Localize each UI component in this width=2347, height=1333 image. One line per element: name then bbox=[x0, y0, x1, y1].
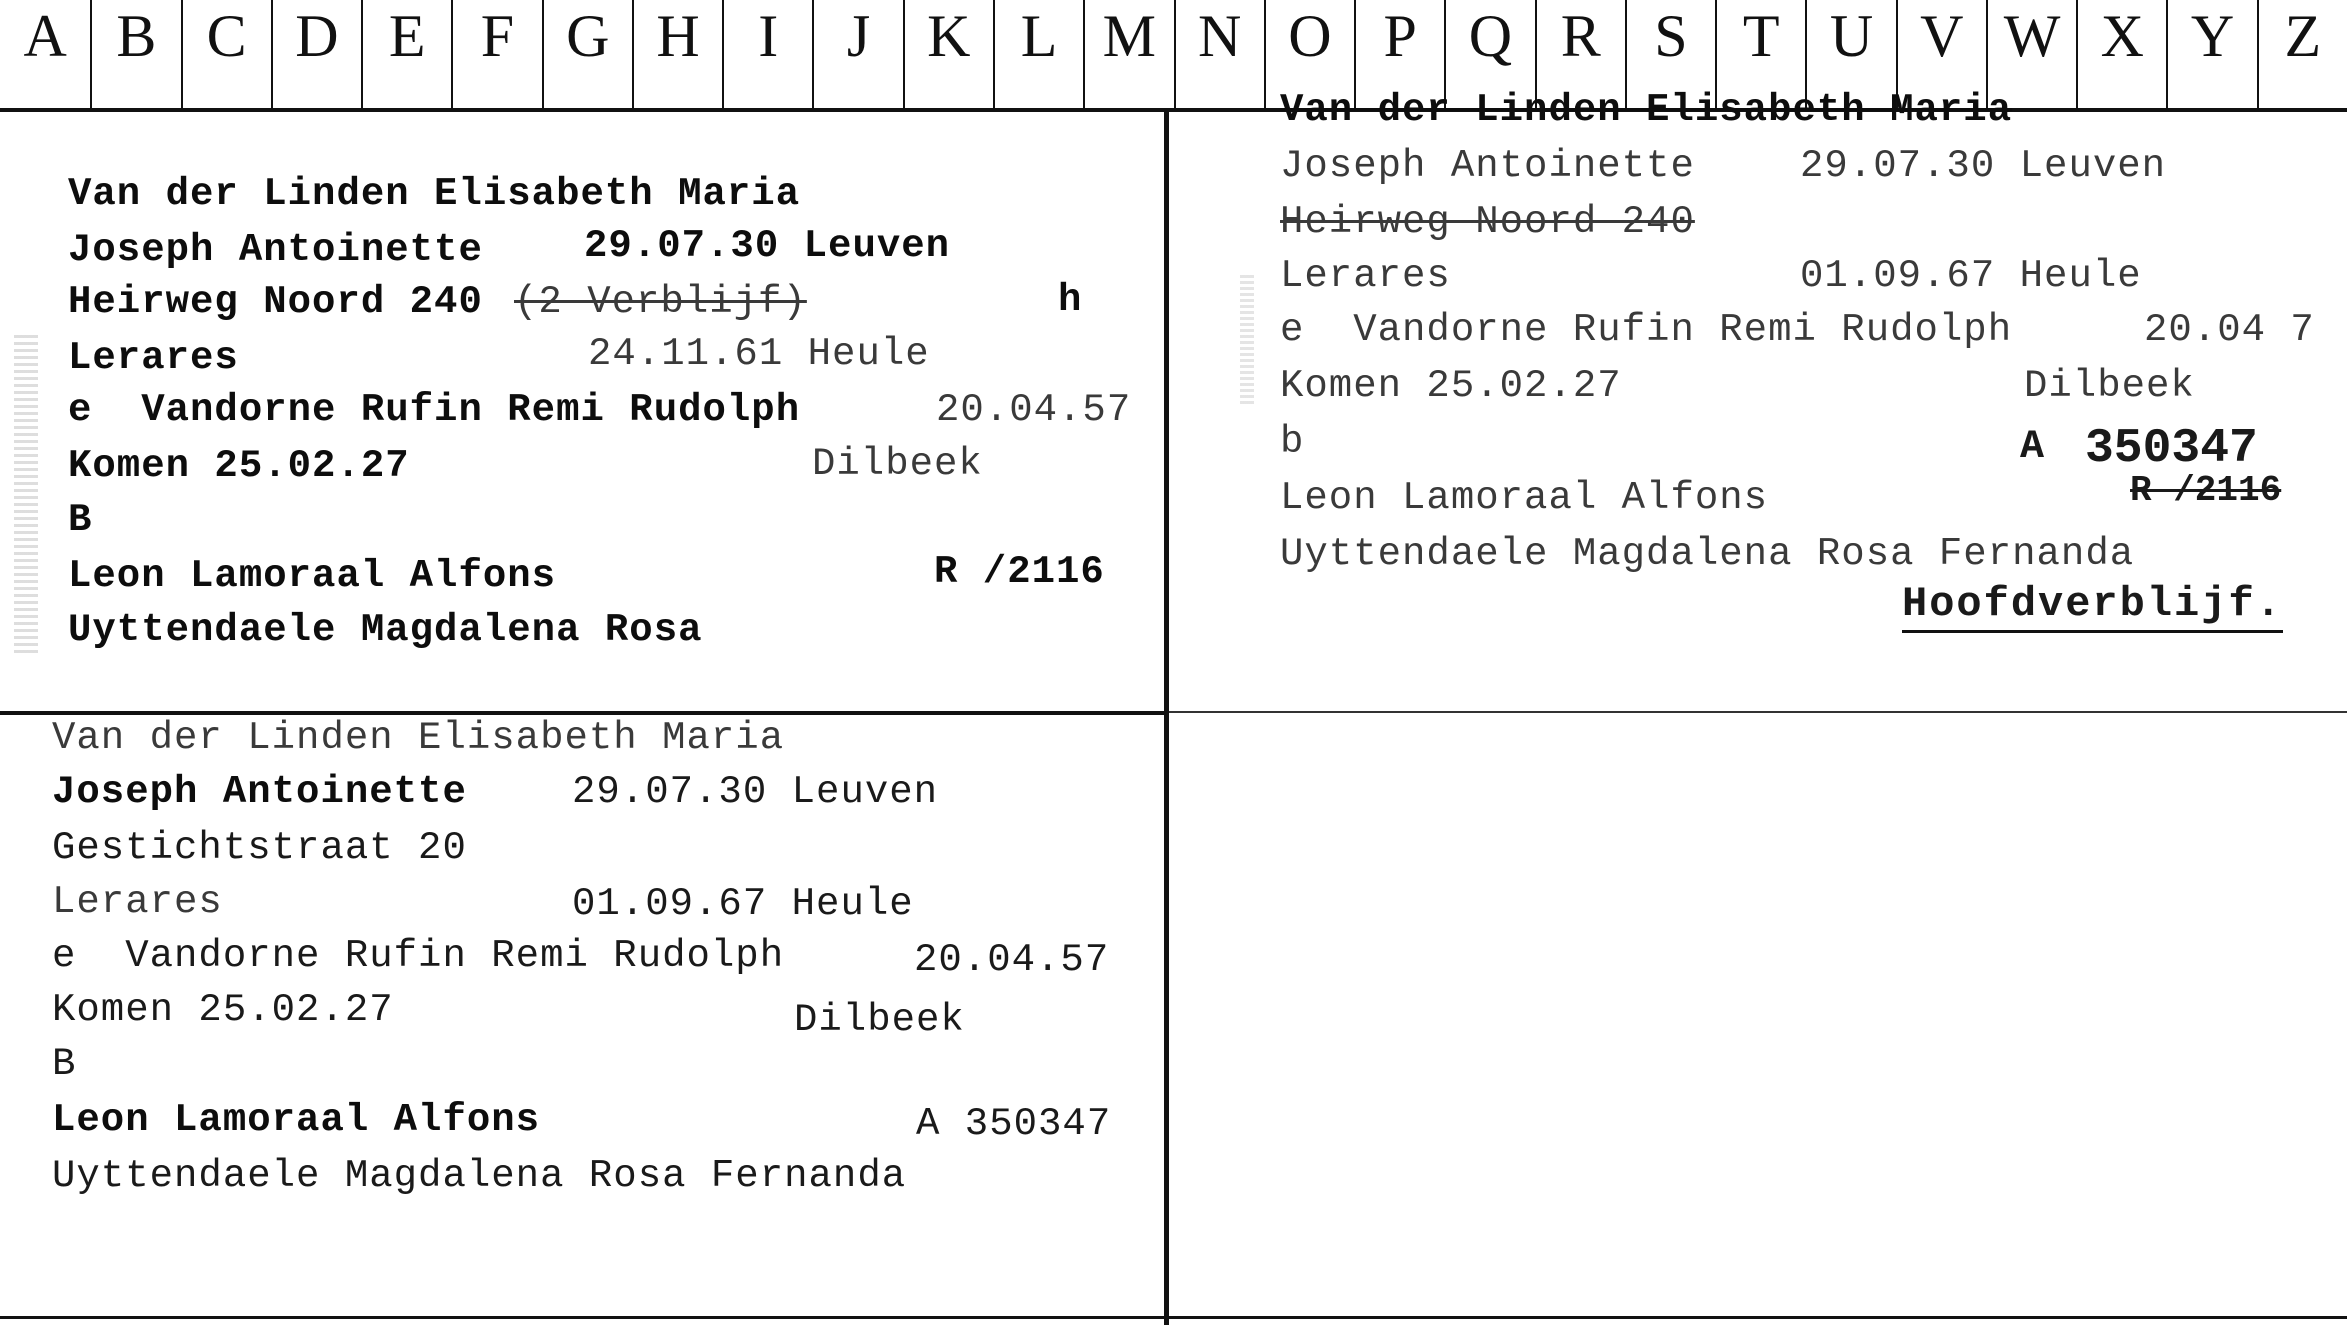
number-prefix: A bbox=[2020, 425, 2045, 470]
code-letter: b bbox=[1280, 420, 1305, 464]
code-letter: B bbox=[68, 498, 93, 542]
father: Leon Lamoraal Alfons bbox=[52, 1098, 541, 1142]
father: Leon Lamoraal Alfons bbox=[68, 554, 557, 598]
index-letter-j: J bbox=[812, 0, 902, 108]
index-letter-x: X bbox=[2076, 0, 2166, 108]
occupation: Lerares bbox=[68, 336, 239, 380]
index-letter-c: C bbox=[181, 0, 271, 108]
address-note-struck: (2 Verblijf) bbox=[514, 280, 807, 324]
index-letter-s: S bbox=[1625, 0, 1715, 108]
index-letter-i: I bbox=[722, 0, 812, 108]
index-letter-r: R bbox=[1535, 0, 1625, 108]
address: Heirweg Noord 240 bbox=[68, 280, 483, 324]
index-letter-a: A bbox=[23, 3, 67, 69]
mother: Uyttendaele Magdalena Rosa Fernanda bbox=[52, 1154, 907, 1198]
birth-date-place: 29.07.30 Leuven bbox=[1800, 144, 2167, 188]
index-letter-b: B bbox=[90, 0, 180, 108]
code-letter: B bbox=[52, 1042, 77, 1086]
spouse-date: 20.04 7 bbox=[2144, 308, 2315, 352]
first-names: Joseph Antoinette bbox=[68, 228, 483, 272]
index-letter-f: F bbox=[451, 0, 541, 108]
birth-date-place: 29.07.30 Leuven bbox=[572, 770, 939, 814]
index-letter-w: W bbox=[1986, 0, 2076, 108]
spouse-place: Dilbeek bbox=[794, 998, 965, 1042]
margin-stain bbox=[14, 335, 38, 655]
mother: Uyttendaele Magdalena Rosa Fernanda bbox=[1280, 532, 2135, 576]
spouse-birth: Komen 25.02.27 bbox=[68, 444, 410, 488]
residence-status: Hoofdverblijf. bbox=[1902, 580, 2283, 633]
spouse-place: Dilbeek bbox=[2024, 364, 2195, 408]
father: Leon Lamoraal Alfons bbox=[1280, 476, 1769, 520]
index-letter-v: V bbox=[1896, 0, 1986, 108]
index-letter-t: T bbox=[1715, 0, 1805, 108]
first-names: Joseph Antoinette bbox=[52, 770, 467, 814]
page-bottom-line bbox=[0, 1316, 2347, 1319]
address-struck: Heirweg Noord 240 bbox=[1280, 200, 1695, 244]
first-names: Joseph Antoinette bbox=[1280, 144, 1695, 188]
occupation-date-place: 24.11.61 Heule bbox=[588, 332, 930, 376]
card-divider-vertical bbox=[1164, 110, 1169, 1325]
marker-letter: h bbox=[1058, 278, 1083, 322]
occupation: Lerares bbox=[1280, 254, 1451, 298]
name-line: Van der Linden Elisabeth Maria bbox=[52, 716, 785, 760]
index-letter-h: H bbox=[632, 0, 722, 108]
card-divider-horizontal-left bbox=[0, 711, 1164, 715]
name-line-struck: Van der Linden Elisabeth Maria bbox=[1280, 88, 2013, 132]
mother: Uyttendaele Magdalena Rosa bbox=[68, 608, 703, 652]
spouse: e Vandorne Rufin Remi Rudolph bbox=[52, 934, 785, 978]
spouse-birth: Komen 25.02.27 bbox=[1280, 364, 1622, 408]
card-divider-horizontal-right bbox=[1169, 711, 2347, 713]
index-letter-e: E bbox=[361, 0, 451, 108]
index-letter-n: N bbox=[1174, 0, 1264, 108]
occupation: Lerares bbox=[52, 880, 223, 924]
index-letter-u: U bbox=[1805, 0, 1895, 108]
spouse: e Vandorne Rufin Remi Rudolph bbox=[1280, 308, 2013, 352]
spouse-date: 20.04.57 bbox=[914, 938, 1110, 982]
spouse: e Vandorne Rufin Remi Rudolph bbox=[68, 388, 801, 432]
index-letter-m: M bbox=[1083, 0, 1173, 108]
name-line: Van der Linden Elisabeth Maria bbox=[68, 172, 801, 216]
occupation-date-place: 01.09.67 Heule bbox=[1800, 254, 2142, 298]
index-letter-g: G bbox=[542, 0, 632, 108]
reference-number: R /2116 bbox=[934, 550, 1105, 594]
occupation-date-place: 01.09.67 Heule bbox=[572, 882, 914, 926]
margin-stain bbox=[1240, 275, 1254, 405]
birth-date-place: 29.07.30 Leuven bbox=[584, 224, 951, 268]
spouse-place: Dilbeek bbox=[812, 442, 983, 486]
spouse-date: 20.04.57 bbox=[936, 388, 1132, 432]
reference-number: A 350347 bbox=[916, 1102, 1112, 1146]
index-letter-o: O bbox=[1264, 0, 1354, 108]
index-letter-z: Z bbox=[2257, 0, 2347, 108]
spouse-birth: Komen 25.02.27 bbox=[52, 988, 394, 1032]
index-letter-l: L bbox=[993, 0, 1083, 108]
index-letter-k: K bbox=[903, 0, 993, 108]
index-letter-p: P bbox=[1354, 0, 1444, 108]
index-letter-y: Y bbox=[2166, 0, 2256, 108]
record-number: 350347 bbox=[2085, 422, 2258, 476]
old-reference-struck: R /2116 bbox=[2130, 470, 2282, 511]
address: Gestichtstraat 20 bbox=[52, 826, 467, 870]
index-letter-d: D bbox=[271, 0, 361, 108]
index-letter-q: Q bbox=[1444, 0, 1534, 108]
